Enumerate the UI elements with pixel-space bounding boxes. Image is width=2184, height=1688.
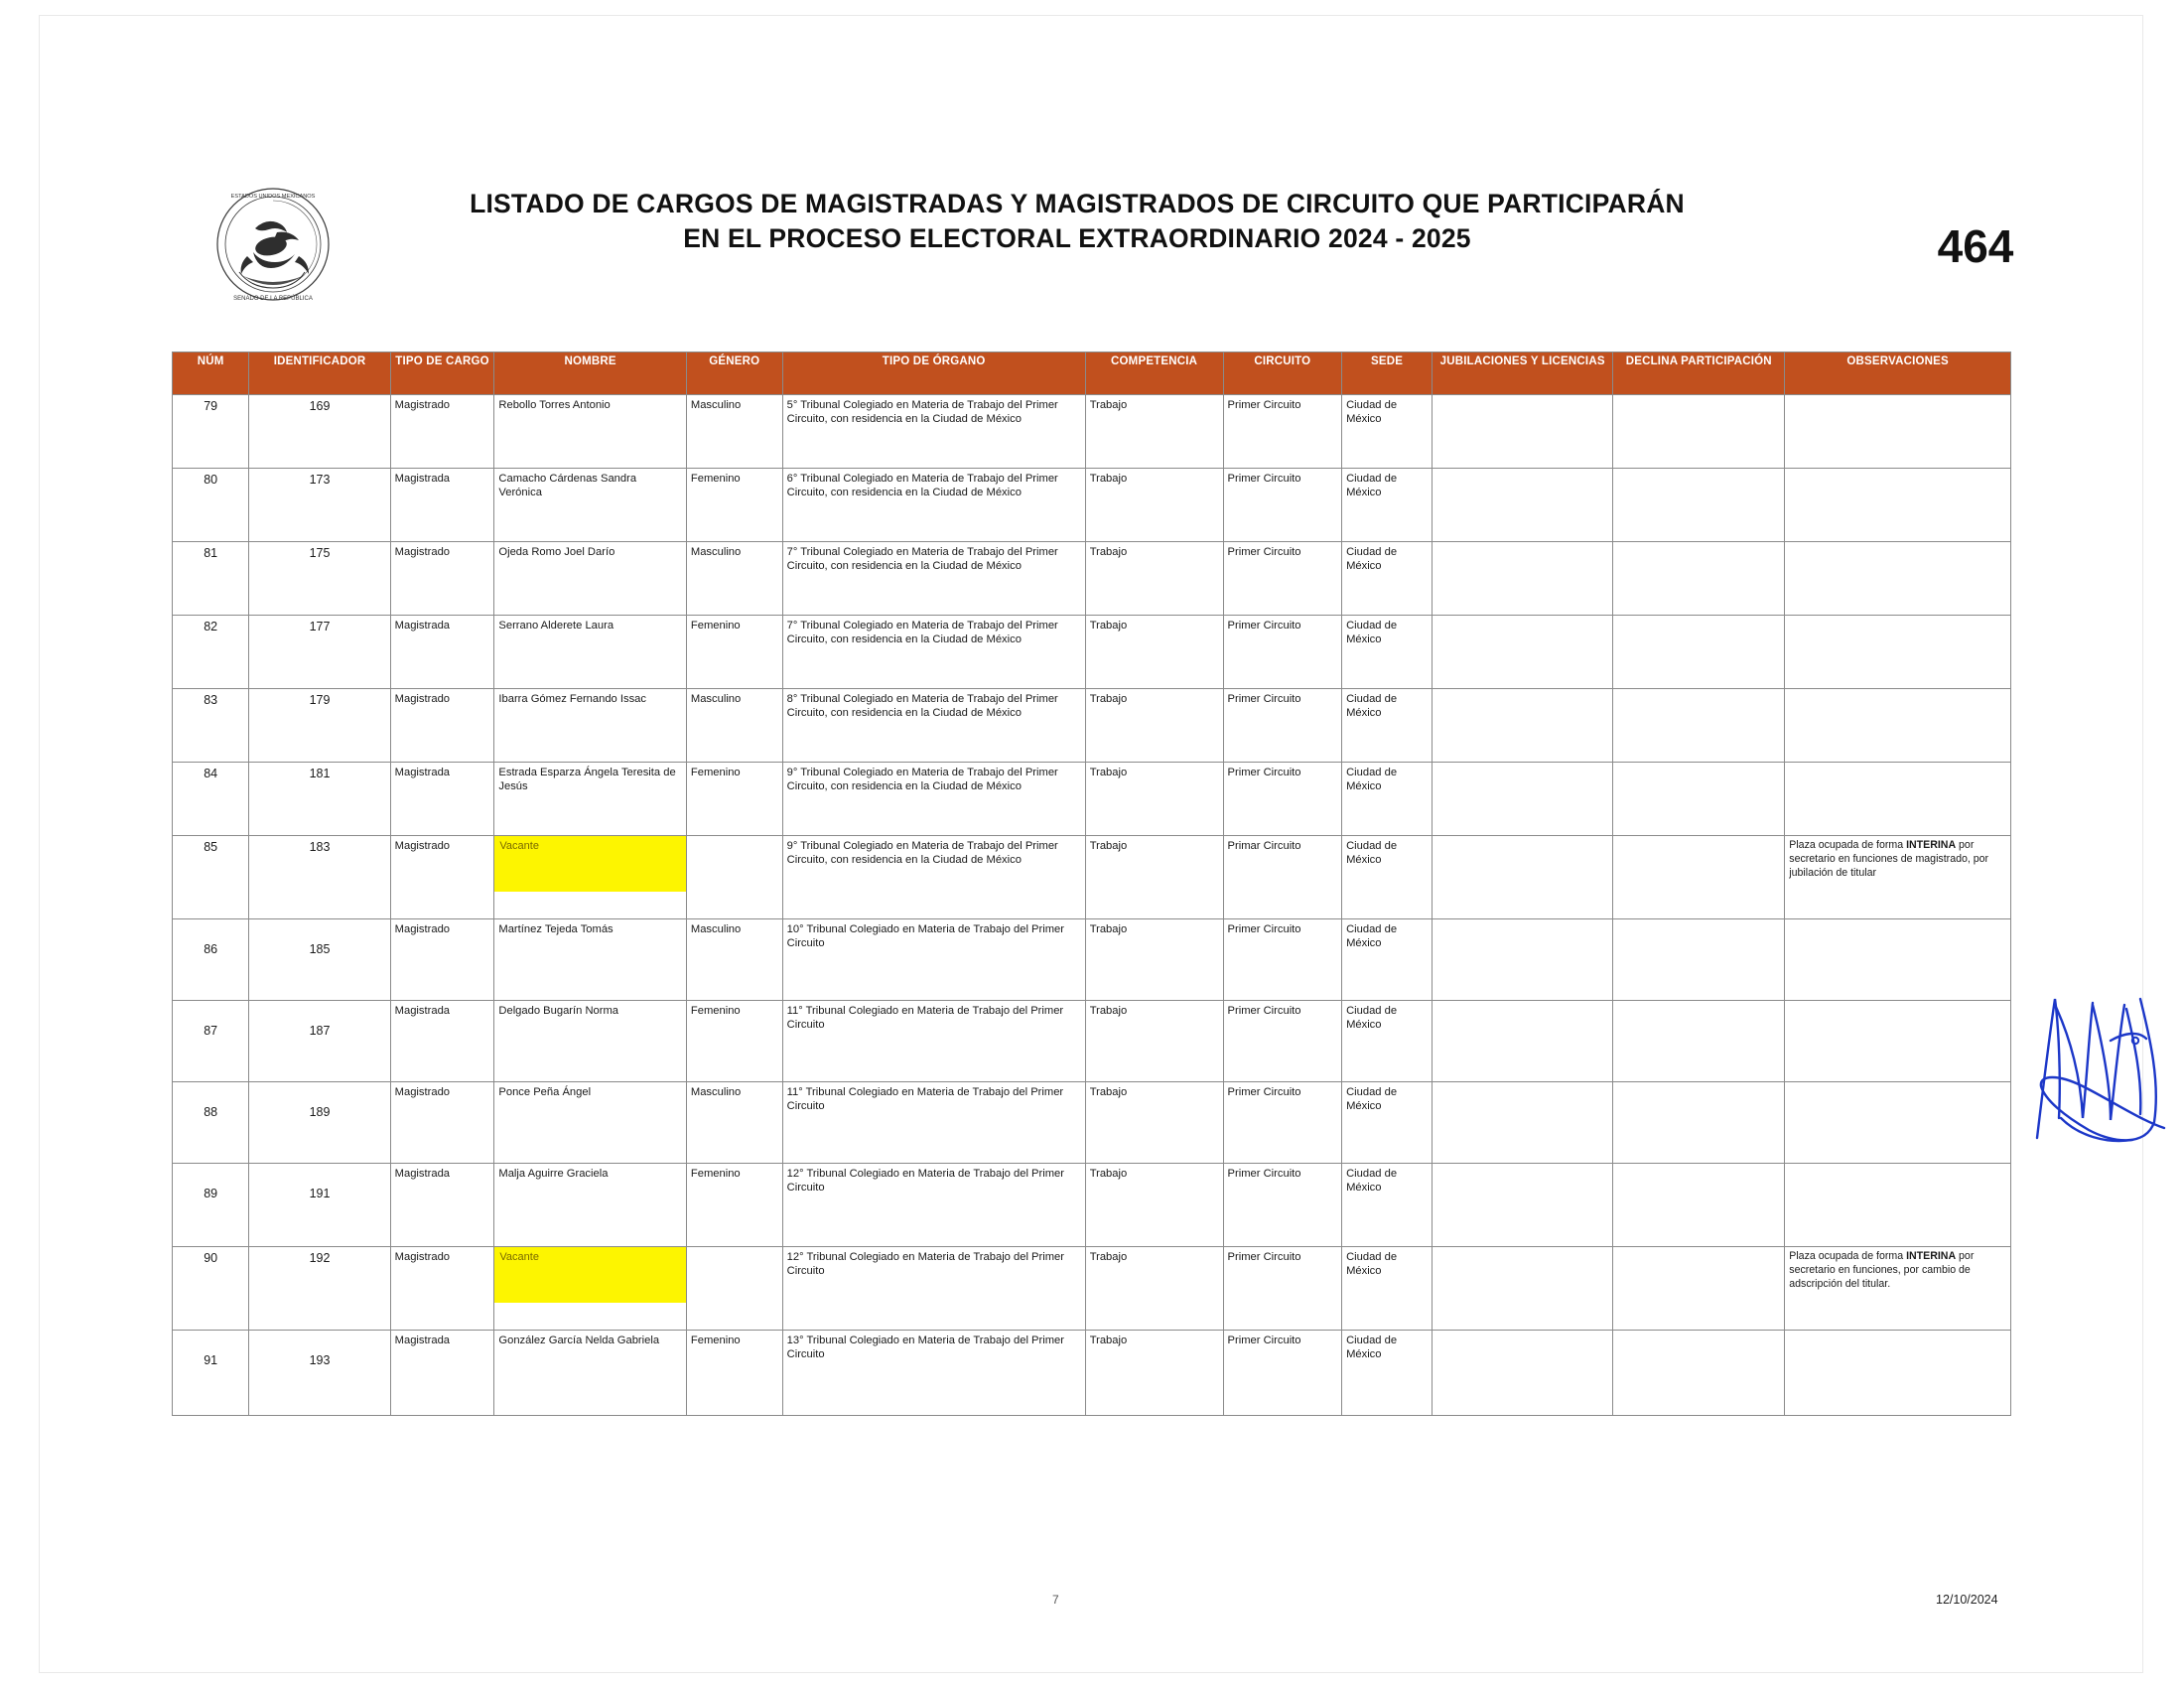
cell-sede: Ciudad de México: [1342, 1247, 1433, 1331]
cell-genero: Femenino: [686, 763, 782, 836]
table-body: [173, 395, 2011, 1416]
cell-observaciones: [1785, 395, 2011, 469]
cell-jubilaciones: [1433, 1247, 1613, 1331]
cell-genero: Femenino: [686, 1001, 782, 1082]
page-title: [367, 187, 1787, 256]
cell-identificador: 192: [249, 1247, 390, 1331]
cell-competencia: Trabajo: [1085, 1164, 1223, 1247]
cell-genero: [686, 1247, 782, 1331]
cell-competencia: Trabajo: [1085, 616, 1223, 689]
cell-identificador: 187: [249, 1001, 390, 1082]
cell-declina: [1613, 395, 1785, 469]
cell-jubilaciones: [1433, 395, 1613, 469]
svg-text:SENADO DE LA REPÚBLICA: SENADO DE LA REPÚBLICA: [233, 296, 313, 302]
cell-num: 79: [173, 395, 249, 469]
cell-nombre-vacante: [494, 1247, 687, 1331]
cell-identificador: 185: [249, 919, 390, 1001]
cell-competencia: Trabajo: [1085, 469, 1223, 542]
table-row[interactable]: [173, 836, 2011, 919]
cell-tipo-organo: 11° Tribunal Colegiado en Materia de Trabajo del Primer Circuito: [782, 1082, 1085, 1164]
cell-sede: Ciudad de México: [1342, 395, 1433, 469]
cell-observaciones: Plaza ocupada de forma INTERINA por secretario en funciones, por cambio de adscripción del titular.: [1785, 1247, 2011, 1331]
cell-nombre: Malja Aguirre Graciela: [494, 1164, 687, 1247]
cell-competencia: Trabajo: [1085, 919, 1223, 1001]
cell-circuito: Primer Circuito: [1223, 689, 1342, 763]
cell-circuito: Primer Circuito: [1223, 395, 1342, 469]
cell-declina: [1613, 919, 1785, 1001]
cell-num: 82: [173, 616, 249, 689]
cell-tipo-organo: 11° Tribunal Colegiado en Materia de Trabajo del Primer Circuito: [782, 1001, 1085, 1082]
cell-nombre: Ibarra Gómez Fernando Issac: [494, 689, 687, 763]
cell-sede: Ciudad de México: [1342, 1331, 1433, 1416]
table-row[interactable]: [173, 616, 2011, 689]
cell-tipo-cargo: Magistrada: [390, 1001, 494, 1082]
table-row[interactable]: [173, 1001, 2011, 1082]
cell-observaciones: [1785, 1331, 2011, 1416]
cell-tipo-cargo: Magistrado: [390, 395, 494, 469]
cell-jubilaciones: [1433, 469, 1613, 542]
cell-nombre: Martínez Tejeda Tomás: [494, 919, 687, 1001]
table-row[interactable]: [173, 919, 2011, 1001]
cell-tipo-organo: 9° Tribunal Colegiado en Materia de Trabajo del Primer Circuito, con residencia en la Ciudad de México: [782, 763, 1085, 836]
col-header-tipo-cargo: TIPO DE CARGO: [390, 352, 494, 395]
cell-nombre: Ponce Peña Ángel: [494, 1082, 687, 1164]
cell-jubilaciones: [1433, 836, 1613, 919]
cell-tipo-cargo: Magistrado: [390, 1082, 494, 1164]
cell-competencia: Trabajo: [1085, 1331, 1223, 1416]
title-line-2: EN EL PROCESO ELECTORAL EXTRAORDINARIO 2024 - 2025: [683, 222, 1471, 253]
cell-num: 86: [173, 919, 249, 1001]
col-header-tipo-organo: TIPO DE ÓRGANO: [782, 352, 1085, 395]
cell-competencia: Trabajo: [1085, 1001, 1223, 1082]
cell-identificador: 177: [249, 616, 390, 689]
cell-genero: Masculino: [686, 919, 782, 1001]
document-sheet: [40, 16, 2142, 1672]
cell-declina: [1613, 763, 1785, 836]
cell-tipo-organo: 12° Tribunal Colegiado en Materia de Trabajo del Primer Circuito: [782, 1164, 1085, 1247]
cell-circuito: Primer Circuito: [1223, 1247, 1342, 1331]
cell-competencia: Trabajo: [1085, 542, 1223, 616]
table-row[interactable]: [173, 1082, 2011, 1164]
cell-sede: Ciudad de México: [1342, 542, 1433, 616]
cell-identificador: 179: [249, 689, 390, 763]
cell-competencia: Trabajo: [1085, 836, 1223, 919]
col-header-observaciones: OBSERVACIONES: [1785, 352, 2011, 395]
cell-circuito: Primer Circuito: [1223, 1001, 1342, 1082]
cell-sede: Ciudad de México: [1342, 836, 1433, 919]
cell-declina: [1613, 542, 1785, 616]
cell-circuito: Primer Circuito: [1223, 1082, 1342, 1164]
cell-tipo-organo: 6° Tribunal Colegiado en Materia de Trabajo del Primer Circuito, con residencia en la Ciudad de México: [782, 469, 1085, 542]
table-row[interactable]: [173, 1331, 2011, 1416]
cell-identificador: 189: [249, 1082, 390, 1164]
col-header-declina: DECLINA PARTICIPACIÓN: [1613, 352, 1785, 395]
col-header-identificador: IDENTIFICADOR: [249, 352, 390, 395]
document-header: [40, 165, 2142, 302]
cell-observaciones: [1785, 1001, 2011, 1082]
cell-genero: Masculino: [686, 395, 782, 469]
stamp-number: 464: [1937, 220, 2014, 272]
svg-text:ESTADOS UNIDOS MEXICANOS: ESTADOS UNIDOS MEXICANOS: [230, 194, 316, 200]
cell-nombre: González García Nelda Gabriela: [494, 1331, 687, 1416]
cell-num: 88: [173, 1082, 249, 1164]
cell-nombre: Camacho Cárdenas Sandra Verónica: [494, 469, 687, 542]
cell-num: 89: [173, 1164, 249, 1247]
cell-sede: Ciudad de México: [1342, 1164, 1433, 1247]
records-table-container: [172, 352, 2011, 1416]
vacante-highlight: Vacante: [494, 1247, 686, 1303]
cell-observaciones: [1785, 919, 2011, 1001]
cell-genero: Masculino: [686, 689, 782, 763]
cell-num: 90: [173, 1247, 249, 1331]
cell-nombre: Estrada Esparza Ángela Teresita de Jesús: [494, 763, 687, 836]
cell-declina: [1613, 1247, 1785, 1331]
cell-tipo-cargo: Magistrada: [390, 616, 494, 689]
cell-circuito: Primer Circuito: [1223, 542, 1342, 616]
cell-competencia: Trabajo: [1085, 689, 1223, 763]
cell-declina: [1613, 1331, 1785, 1416]
cell-jubilaciones: [1433, 542, 1613, 616]
cell-sede: Ciudad de México: [1342, 469, 1433, 542]
footer-page-number: 7: [1052, 1593, 1059, 1607]
col-header-genero: GÉNERO: [686, 352, 782, 395]
cell-tipo-organo: 13° Tribunal Colegiado en Materia de Trabajo del Primer Circuito: [782, 1331, 1085, 1416]
cell-observaciones: [1785, 469, 2011, 542]
cell-tipo-organo: 5° Tribunal Colegiado en Materia de Trabajo del Primer Circuito, con residencia en la Ciudad de México: [782, 395, 1085, 469]
col-header-circuito: CIRCUITO: [1223, 352, 1342, 395]
records-table: [172, 352, 2011, 1416]
cell-tipo-organo: 7° Tribunal Colegiado en Materia de Trabajo del Primer Circuito, con residencia en la Ciudad de México: [782, 616, 1085, 689]
cell-tipo-organo: 12° Tribunal Colegiado en Materia de Trabajo del Primer Circuito: [782, 1247, 1085, 1331]
footer-date: 12/10/2024: [1936, 1593, 1998, 1607]
table-row[interactable]: [173, 542, 2011, 616]
cell-tipo-cargo: Magistrada: [390, 763, 494, 836]
table-row[interactable]: [173, 469, 2011, 542]
cell-identificador: 191: [249, 1164, 390, 1247]
cell-jubilaciones: [1433, 1001, 1613, 1082]
cell-sede: Ciudad de México: [1342, 1082, 1433, 1164]
cell-tipo-cargo: Magistrada: [390, 1164, 494, 1247]
title-line-1: LISTADO DE CARGOS DE MAGISTRADAS Y MAGISTRADOS DE CIRCUITO QUE PARTICIPARÁN: [470, 189, 1685, 218]
cell-genero: [686, 836, 782, 919]
table-row[interactable]: [173, 395, 2011, 469]
col-header-jubilaciones: JUBILACIONES Y LICENCIAS: [1433, 352, 1613, 395]
cell-declina: [1613, 616, 1785, 689]
cell-observaciones: [1785, 616, 2011, 689]
cell-tipo-cargo: Magistrada: [390, 1331, 494, 1416]
cell-declina: [1613, 1164, 1785, 1247]
cell-nombre-vacante: [494, 836, 687, 919]
cell-observaciones: [1785, 1164, 2011, 1247]
cell-competencia: Trabajo: [1085, 395, 1223, 469]
cell-sede: Ciudad de México: [1342, 689, 1433, 763]
cell-genero: Femenino: [686, 469, 782, 542]
cell-sede: Ciudad de México: [1342, 1001, 1433, 1082]
cell-genero: Femenino: [686, 1164, 782, 1247]
cell-genero: Masculino: [686, 542, 782, 616]
cell-observaciones: [1785, 1082, 2011, 1164]
cell-identificador: 183: [249, 836, 390, 919]
table-row[interactable]: [173, 1164, 2011, 1247]
cell-identificador: 175: [249, 542, 390, 616]
cell-num: 87: [173, 1001, 249, 1082]
cell-genero: Femenino: [686, 1331, 782, 1416]
cell-tipo-cargo: Magistrado: [390, 689, 494, 763]
cell-tipo-organo: 9° Tribunal Colegiado en Materia de Trabajo del Primer Circuito, con residencia en la Ciudad de México: [782, 836, 1085, 919]
cell-competencia: Trabajo: [1085, 1082, 1223, 1164]
cell-identificador: 181: [249, 763, 390, 836]
cell-declina: [1613, 836, 1785, 919]
cell-tipo-cargo: Magistrado: [390, 1247, 494, 1331]
cell-jubilaciones: [1433, 616, 1613, 689]
cell-tipo-cargo: Magistrada: [390, 469, 494, 542]
cell-sede: Ciudad de México: [1342, 616, 1433, 689]
cell-declina: [1613, 469, 1785, 542]
cell-tipo-organo: 8° Tribunal Colegiado en Materia de Trabajo del Primer Circuito, con residencia en la Ciudad de México: [782, 689, 1085, 763]
cell-circuito: Primer Circuito: [1223, 469, 1342, 542]
cell-tipo-cargo: Magistrado: [390, 836, 494, 919]
cell-jubilaciones: [1433, 1331, 1613, 1416]
cell-tipo-organo: 7° Tribunal Colegiado en Materia de Trabajo del Primer Circuito, con residencia en la Ciudad de México: [782, 542, 1085, 616]
cell-nombre: Serrano Alderete Laura: [494, 616, 687, 689]
cell-circuito: Primer Circuito: [1223, 1164, 1342, 1247]
cell-circuito: Primar Circuito: [1223, 836, 1342, 919]
cell-genero: Masculino: [686, 1082, 782, 1164]
cell-nombre: Rebollo Torres Antonio: [494, 395, 687, 469]
cell-circuito: Primer Circuito: [1223, 616, 1342, 689]
cell-jubilaciones: [1433, 763, 1613, 836]
cell-observaciones: Plaza ocupada de forma INTERINA por secretario en funciones de magistrado, por jubilación de titular: [1785, 836, 2011, 919]
cell-circuito: Primer Circuito: [1223, 919, 1342, 1001]
table-header-row: [173, 352, 2011, 395]
cell-circuito: Primer Circuito: [1223, 1331, 1342, 1416]
cell-declina: [1613, 1001, 1785, 1082]
cell-jubilaciones: [1433, 1082, 1613, 1164]
cell-circuito: Primer Circuito: [1223, 763, 1342, 836]
cell-num: 84: [173, 763, 249, 836]
cell-observaciones: [1785, 542, 2011, 616]
cell-num: 80: [173, 469, 249, 542]
cell-nombre: Delgado Bugarín Norma: [494, 1001, 687, 1082]
col-header-sede: SEDE: [1342, 352, 1433, 395]
cell-sede: Ciudad de México: [1342, 763, 1433, 836]
cell-competencia: Trabajo: [1085, 1247, 1223, 1331]
col-header-nombre: NOMBRE: [494, 352, 687, 395]
table-row[interactable]: [173, 1247, 2011, 1331]
cell-num: 91: [173, 1331, 249, 1416]
cell-identificador: 173: [249, 469, 390, 542]
cell-competencia: Trabajo: [1085, 763, 1223, 836]
table-row[interactable]: [173, 763, 2011, 836]
table-row[interactable]: [173, 689, 2011, 763]
cell-jubilaciones: [1433, 689, 1613, 763]
col-header-num: NÚM: [173, 352, 249, 395]
cell-tipo-organo: 10° Tribunal Colegiado en Materia de Trabajo del Primer Circuito: [782, 919, 1085, 1001]
cell-num: 85: [173, 836, 249, 919]
handwritten-signature: [2015, 969, 2184, 1178]
cell-num: 81: [173, 542, 249, 616]
cell-identificador: 169: [249, 395, 390, 469]
cell-declina: [1613, 689, 1785, 763]
cell-declina: [1613, 1082, 1785, 1164]
cell-tipo-cargo: Magistrado: [390, 542, 494, 616]
cell-nombre: Ojeda Romo Joel Darío: [494, 542, 687, 616]
cell-sede: Ciudad de México: [1342, 919, 1433, 1001]
cell-genero: Femenino: [686, 616, 782, 689]
cell-identificador: 193: [249, 1331, 390, 1416]
mexican-coat-of-arms-icon: [204, 185, 342, 304]
col-header-competencia: COMPETENCIA: [1085, 352, 1223, 395]
cell-observaciones: [1785, 689, 2011, 763]
cell-tipo-cargo: Magistrado: [390, 919, 494, 1001]
cell-num: 83: [173, 689, 249, 763]
cell-jubilaciones: [1433, 919, 1613, 1001]
cell-jubilaciones: [1433, 1164, 1613, 1247]
vacante-highlight: Vacante: [494, 836, 686, 892]
cell-observaciones: [1785, 763, 2011, 836]
